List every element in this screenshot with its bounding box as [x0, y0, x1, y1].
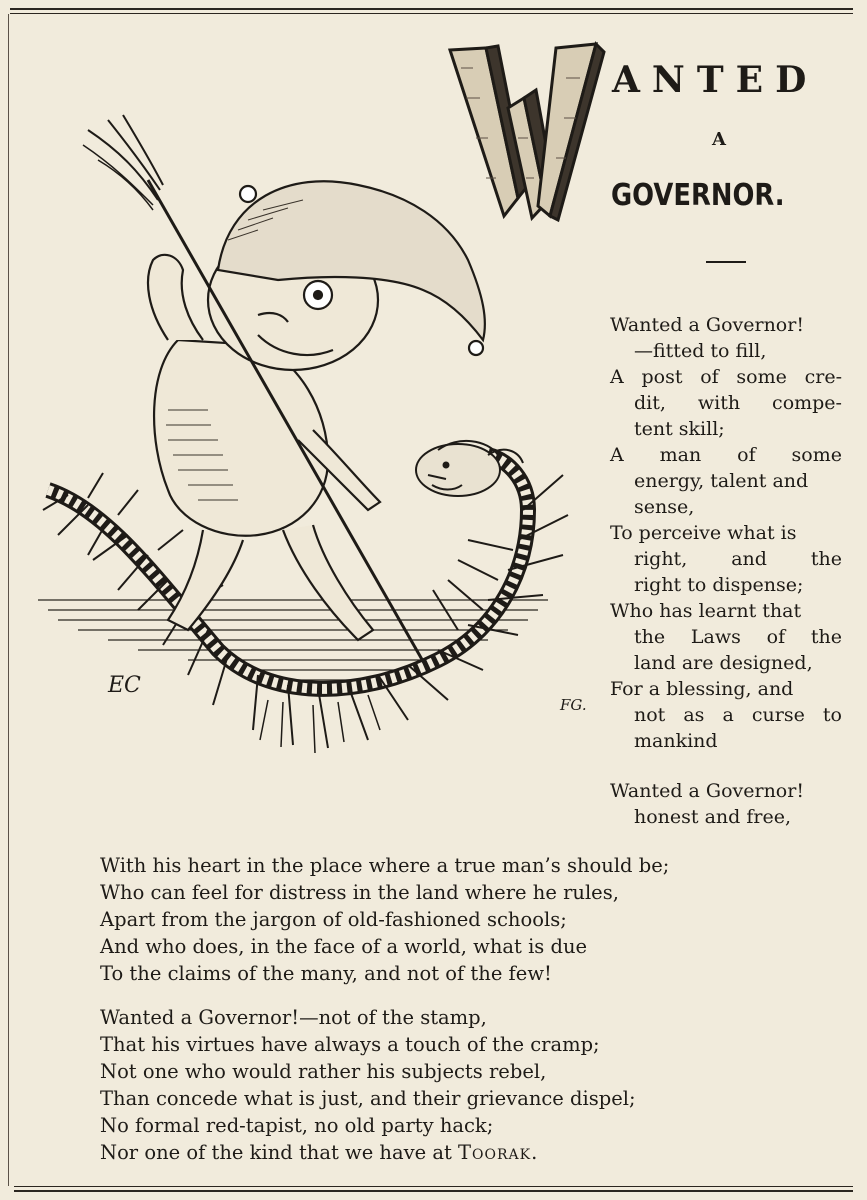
place-name-toorak: Toorak. [458, 1141, 539, 1164]
monogram-ec: EC [108, 673, 141, 698]
verse-line: Not one who would rather his subjects rebel, [100, 1060, 547, 1083]
verse-line: For a blessing, and [610, 678, 794, 700]
headline-dash-rule [706, 261, 746, 263]
headline-governor: GOVERNOR. [611, 178, 785, 213]
jester-figure [148, 181, 485, 640]
top-double-rule-thin [10, 13, 853, 14]
headline-article: A [712, 129, 726, 150]
verse-line: tent skill; [634, 418, 725, 440]
verse-line: Than concede what is just, and their grievance dispel; [100, 1087, 636, 1110]
verse-line: With his heart in the place where a true man’s should be; [100, 854, 670, 877]
verse-line: Wanted a Governor! [610, 314, 804, 336]
verse-right-column [610, 312, 842, 830]
top-double-rule-thick [10, 8, 853, 10]
bottom-double-rule-thin [14, 1186, 853, 1187]
verse-line-final-text: Nor one of the kind that we have at [100, 1141, 452, 1164]
verse-line: Who has learnt that [610, 600, 802, 622]
verse-line: not as a curse to [634, 704, 842, 726]
verse-line: mankind [634, 730, 718, 752]
headline-word-anted: ANTED [612, 59, 819, 101]
verse-line: To the claims of the many, and not of the few! [100, 962, 552, 985]
verse-line: dit, with compe- [634, 392, 842, 414]
verse-line: A post of some cre- [610, 366, 842, 388]
verse-line: Wanted a Governor! [610, 780, 804, 802]
verse-line: sense, [634, 496, 695, 518]
verse-line: That his virtues have always a touch of the cramp; [100, 1033, 600, 1056]
verse-line: Apart from the jargon of old-fashioned schools; [100, 908, 567, 931]
bottom-double-rule-thick [14, 1190, 853, 1192]
verse-line-final [100, 1139, 820, 1166]
verse-line: A man of some [610, 444, 842, 466]
verse-line: honest and free, [634, 806, 791, 828]
verse-line: —fitted to fill, [634, 340, 767, 362]
verse-bottom-block [100, 852, 820, 1166]
verse-line: the Laws of the [634, 626, 842, 648]
verse-line: right, and the [634, 548, 842, 570]
verse-line: energy, talent and [634, 470, 809, 492]
verse-line: right to dispense; [634, 574, 804, 596]
verse-line: Who can feel for distress in the land where he rules, [100, 881, 619, 904]
artist-signature: FG. [560, 696, 587, 714]
verse-line: To perceive what is [610, 522, 797, 544]
verse-line: No formal red-tapist, no old party hack; [100, 1114, 494, 1137]
decorative-initial-w [446, 38, 606, 228]
left-column-rule [8, 14, 9, 1186]
verse-line: Wanted a Governor!—not of the stamp, [100, 1006, 487, 1029]
verse-line: land are designed, [634, 652, 813, 674]
verse-line: And who does, in the face of a world, what is due [100, 935, 588, 958]
